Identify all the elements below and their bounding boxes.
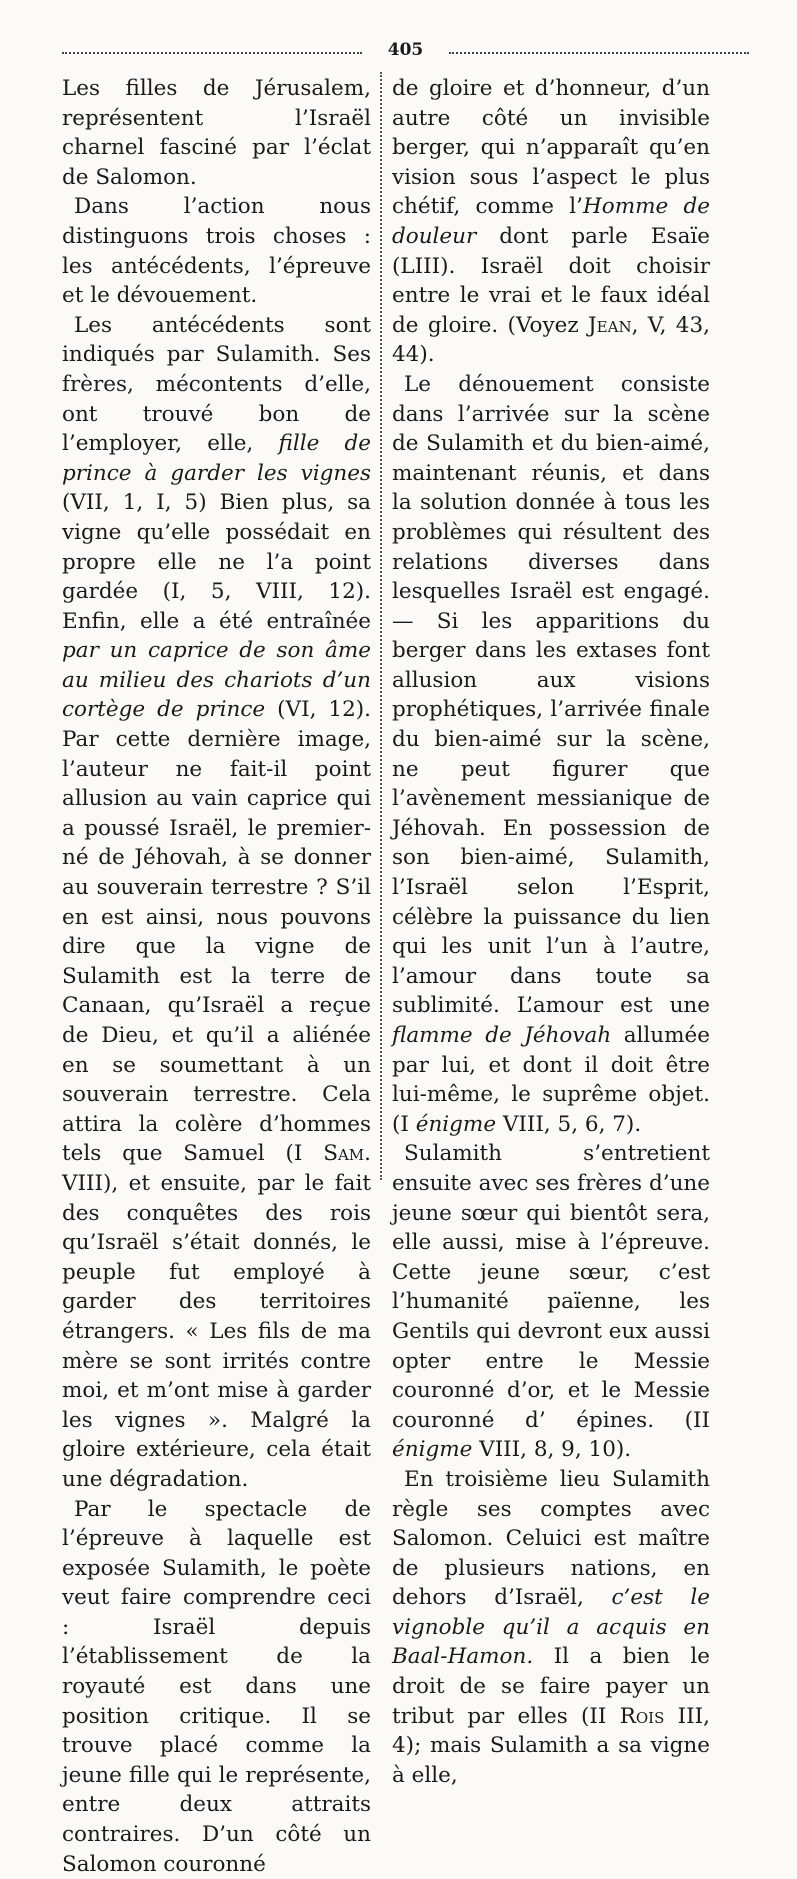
paragraph (392, 1139, 710, 1465)
text-run: VIII, 8, 9, 10). (472, 1437, 631, 1462)
book-reference: Jean (588, 313, 632, 338)
text-run: (VI, 12). Par cette dernière image, l’auteur ne fait-il point allusion au vain caprice qui a poussé Israël, le premier-né de Jéhovah, à se donner au souverain terrestre ? S’il en est ainsi, nous pouvons dire que la vigne de Sulamith est la terre de Canaan, qu’Israël a reçue de Dieu, et qu’il a aliénée en se soumettant à un souverain terrestre. Cela attira la colère d’hommes tels que Samuel (I (62, 697, 371, 1166)
text-run: Il a bien le droit de se faire payer un tribut par elles (II (392, 1644, 710, 1728)
paragraph (392, 1465, 710, 1791)
text-run: Sulamith s’entretient ensuite avec ses frères d’une jeune sœur qui bientôt sera, elle aussi, mise à l’épreuve. Cette jeune sœur, c’est l’humanité païenne, les Gentils qui devront eux aussi opter entre le Messie couronné d’or, et le Messie couronné d’ épines. (II (392, 1141, 710, 1432)
column-divider (380, 72, 382, 1180)
italic-reference: énigme (416, 1112, 496, 1137)
italic-quote: fille de prince à garder les vignes (62, 431, 371, 486)
text-run: Par le spectacle de l’épreuve à laquelle est exposée Sulamith, le poète veut faire comprendre ceci : Israël depuis l’établissement de la royauté est dans une position critique. Il se trouve placé comme la jeune fille qui le représente, entre deux attraits contraires. D’un côté un Salomon couronné (62, 1497, 371, 1877)
text-run: III, 4); mais Sulamith a sa vigne à elle, (392, 1704, 710, 1788)
text-run: Le dénouement consiste dans l’arrivée sur la scène de Sulamith et du bien-aimé, maintenant réunis, et dans la solution donnée à tous les problèmes qui résultent des relations diverses dans lesquelles Israël est engagé. — Si les apparitions du berger dans les extases font allusion aux visions prophétiques, l’arrivée finale du bien-aimé sur la scène, ne peut figurer que l’avènement messianique de Jéhovah. En possession de son bien-aimé, Sulamith, l’Israël selon l’Esprit, célèbre la puissance du lien qui les unit l’un à l’autre, l’amour dans toute sa sublimité. L’amour est une (392, 372, 710, 1018)
text-run: VIII), et ensuite, par le fait des conquêtes des rois qu’Israël s’était donnés, le peuple fut employé à garder des territoires étrangers. « Les fils de ma mère se sont irrités contre moi, et m’ont mise à garder les vignes ». Malgré la gloire extérieure, cela était une dégradation. (62, 1171, 371, 1492)
page-number: 405 (388, 40, 424, 60)
text-run: VIII, 5, 6, 7). (496, 1112, 641, 1137)
text-run: (VII, 1, I, 5) Bien plus, sa vigne qu’elle possédait en propre elle ne l’a point gardée (I, 5, VIII, 12). Enfin, elle a été entraînée (62, 490, 371, 633)
paragraph (62, 311, 371, 1495)
paragraph (392, 74, 710, 370)
page-header (62, 40, 749, 64)
header-rule-right (449, 52, 749, 54)
text-run: de gloire et d’honneur, d’un autre côté un invisible berger, qui n’apparaît qu’en vision sous l’aspect le plus chétif, comme l’ (392, 76, 710, 219)
text-run: Dans l’action nous distinguons trois choses : les antécédents, l’épreuve et le dévouement. (62, 194, 371, 308)
book-reference: Sam. (323, 1141, 371, 1166)
italic-reference: énigme (392, 1437, 472, 1462)
text-run: En troisième lieu Sulamith règle ses comptes avec Salomon. Celuici est maître de plusieurs nations, en dehors d’Israël, (392, 1467, 710, 1610)
paragraph (62, 74, 371, 192)
italic-quote: flamme de Jéhovah (392, 1023, 611, 1048)
text-run: Les antécédents sont indiqués par Sulamith. Ses frères, mécontents d’elle, ont trouvé bon de l’employer, elle, (62, 313, 371, 456)
italic-quote: c’est le vignoble qu’il a acquis en Baal-Hamon. (392, 1585, 710, 1669)
text-run: dont parle Esaïe (LIII). Israël doit choisir entre le vrai et le faux idéal de gloire. (Voyez (392, 224, 710, 338)
paragraph (62, 192, 371, 310)
text-run: Les filles de Jérusalem, représentent l’Israël charnel fasciné par l’éclat de Salomon. (62, 76, 371, 190)
italic-quote: Homme de douleur (392, 194, 710, 249)
right-column (392, 74, 710, 1790)
paragraph (62, 1495, 371, 1879)
italic-quote: par un caprice de son âme au milieu des chariots d’un cortège de prince (62, 638, 371, 722)
text-run: , V, 43, 44). (392, 313, 710, 368)
paragraph (392, 370, 710, 1139)
book-reference: Rois (620, 1704, 665, 1729)
text-run: allumée par lui, et dont il doit être lui-même, le suprême objet. (I (392, 1023, 710, 1137)
header-rule-left (62, 52, 362, 54)
left-column (62, 74, 371, 1879)
